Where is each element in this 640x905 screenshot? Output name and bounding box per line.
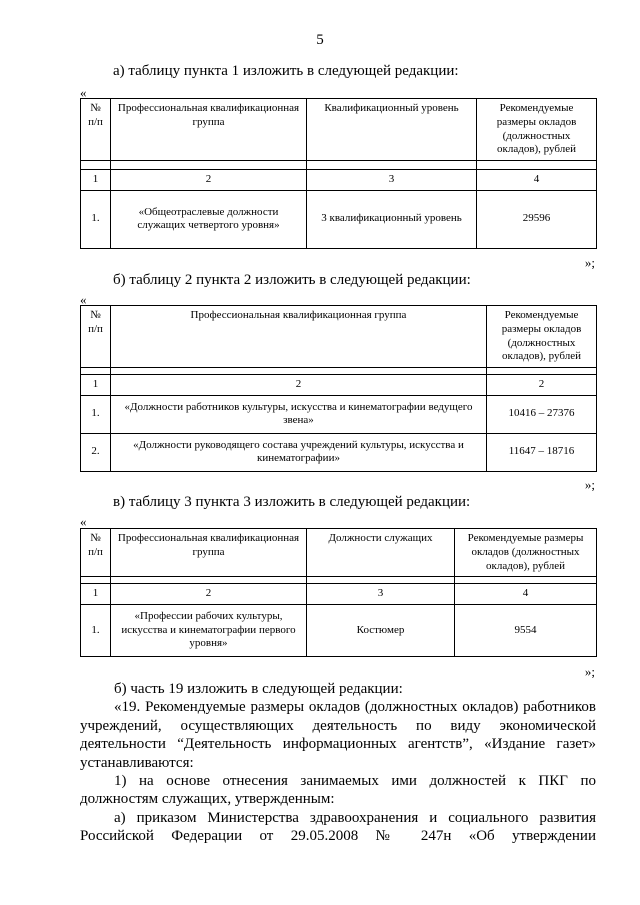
table-a-colnum-2: 2 — [111, 170, 307, 191]
table-a-header-row — [81, 99, 597, 161]
section-a-close-quote: »; — [584, 255, 595, 270]
section-b-heading: б) таблицу 2 пункта 2 изложить в следующей редакции: — [113, 272, 471, 288]
table-c-row1-salary: 9554 — [455, 605, 597, 657]
table-c-spacer-row — [81, 577, 597, 584]
table-b — [80, 305, 597, 472]
table-row — [81, 433, 597, 471]
table-row — [81, 605, 597, 657]
body-paragraph-3: 1) на основе отнесения занимаемых ими должностей к ПКГ по должностям служащих, утвержденным: — [80, 773, 596, 808]
table-b-row2-num: 2. — [81, 433, 111, 471]
table-b-colnum-2: 2 — [111, 375, 487, 396]
table-b-colnum-3: 2 — [487, 375, 597, 396]
table-a-colnum-1: 1 — [81, 170, 111, 191]
table-row — [81, 190, 597, 248]
table-a-colnum-3: 3 — [307, 170, 477, 191]
table-a-header-num: № п/п — [81, 99, 111, 161]
body-text — [80, 680, 596, 846]
table-c-colnum-4: 4 — [455, 584, 597, 605]
table-b-row1-salary: 10416 – 27376 — [487, 395, 597, 433]
table-b-colnum-row — [81, 375, 597, 396]
page-number: 5 — [316, 32, 324, 48]
table-c-row1-group: «Профессии рабочих культуры, искусства и кинематографии первого уровня» — [111, 605, 307, 657]
table-a-colnum-4: 4 — [477, 170, 597, 191]
table-a-row1-group: «Общеотраслевые должности служащих четвертого уровня» — [111, 190, 307, 248]
table-c-header-group: Профессиональная квалификационная группа — [111, 529, 307, 577]
table-b-header-num: № п/п — [81, 306, 111, 368]
table-b-row2-salary: 11647 – 18716 — [487, 433, 597, 471]
table-b-header-row — [81, 306, 597, 368]
table-c-colnum-3: 3 — [307, 584, 455, 605]
table-b-header-salary: Рекомендуемые размеры окладов (должностных окладов), рублей — [487, 306, 597, 368]
table-a-colnum-row — [81, 170, 597, 191]
section-c-heading: в) таблицу 3 пункта 3 изложить в следующей редакции: — [113, 494, 471, 510]
table-a-row1-num: 1. — [81, 190, 111, 248]
section-c-open-quote: « — [80, 514, 87, 529]
table-c-colnum-row — [81, 584, 597, 605]
table-c — [80, 528, 597, 657]
table-c-row1-position: Костюмер — [307, 605, 455, 657]
table-a — [80, 98, 597, 249]
table-a-row1-salary: 29596 — [477, 190, 597, 248]
table-c-header-salary: Рекомендуемые размеры окладов (должностных окладов), рублей — [455, 529, 597, 577]
table-b-row1-group: «Должности работников культуры, искусства и кинематографии ведущего звена» — [111, 395, 487, 433]
section-b-close-quote: »; — [584, 477, 595, 492]
table-a-spacer-row — [81, 161, 597, 170]
table-b-colnum-1: 1 — [81, 375, 111, 396]
table-b-row1-num: 1. — [81, 395, 111, 433]
table-a-header-salary: Рекомендуемые размеры окладов (должностных окладов), рублей — [477, 99, 597, 161]
table-c-header-row — [81, 529, 597, 577]
table-b-spacer-row — [81, 368, 597, 375]
section-c-close-quote: »; — [584, 664, 595, 679]
body-paragraph-1: б) часть 19 изложить в следующей редакции: — [114, 681, 403, 697]
section-b-open-quote: « — [80, 292, 87, 307]
table-b-row2-group: «Должности руководящего состава учреждений культуры, искусства и кинематографии» — [111, 433, 487, 471]
table-b-header-group: Профессиональная квалификационная группа — [111, 306, 487, 368]
table-a-row1-level: 3 квалификационный уровень — [307, 190, 477, 248]
table-c-colnum-2: 2 — [111, 584, 307, 605]
table-a-header-group: Профессиональная квалификационная группа — [111, 99, 307, 161]
table-a-header-level: Квалификационный уровень — [307, 99, 477, 161]
body-paragraph-4: а) приказом Министерства здравоохранения и социального развития Российской Федерации от 29.05.2008 № 247н «Об утверждении — [80, 809, 596, 845]
table-row — [81, 395, 597, 433]
section-a-open-quote: « — [80, 85, 87, 100]
table-c-header-num: № п/п — [81, 529, 111, 577]
table-c-header-positions: Должности служащих — [307, 529, 455, 577]
section-a-heading: а) таблицу пункта 1 изложить в следующей редакции: — [113, 63, 459, 79]
table-c-row1-num: 1. — [81, 605, 111, 657]
table-c-colnum-1: 1 — [81, 584, 111, 605]
body-paragraph-2: «19. Рекомендуемые размеры окладов (должностных окладов) работников учреждений, осуществляющих деятельность по виду экономической деятельности “Деятельность информационных агентств”, «Издание газет» устанавливаются: — [80, 699, 596, 771]
